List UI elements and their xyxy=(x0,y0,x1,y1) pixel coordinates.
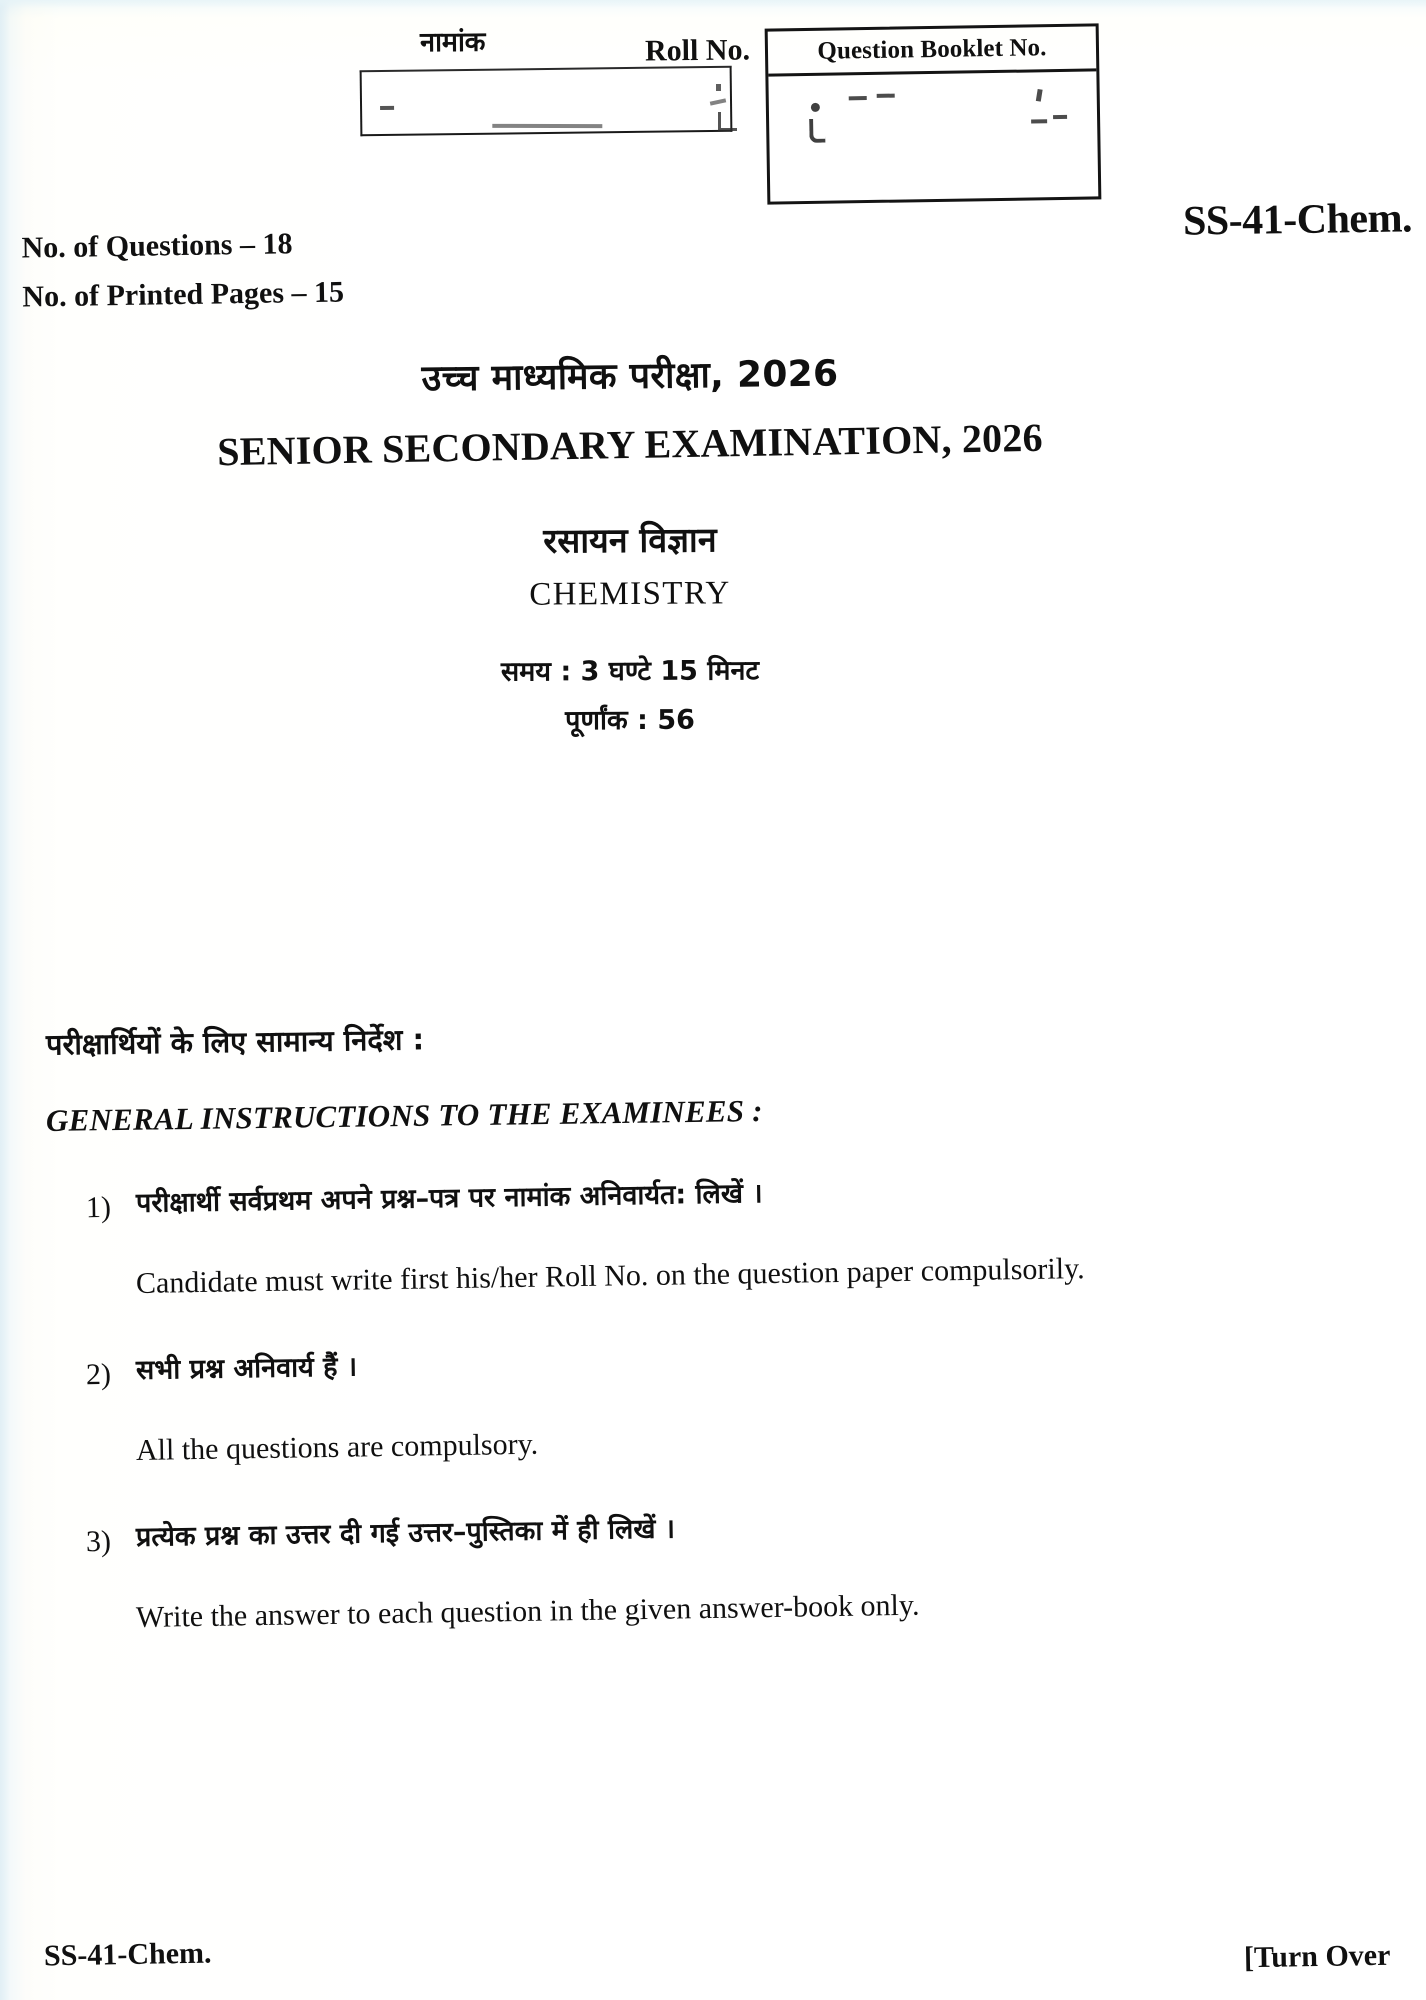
question-booklet-number-box[interactable] xyxy=(765,23,1102,204)
scan-artifact xyxy=(718,112,737,131)
scan-artifact xyxy=(849,96,867,100)
instruction-item xyxy=(0,1513,1426,1644)
instruction-item xyxy=(0,1352,1426,1477)
exam-title-block xyxy=(0,350,1260,737)
scan-smudge xyxy=(380,106,394,110)
instruction-text-hindi: परीक्षार्थी सर्वप्रथम अपने प्रश्न–पत्र पर नामांक अनिवार्यत: लिखें । xyxy=(135,1178,763,1219)
instructions-heading-english: GENERAL INSTRUCTIONS TO THE EXAMINEES : xyxy=(45,1092,763,1139)
scan-artifact xyxy=(809,119,825,143)
namank-label: नामांक xyxy=(419,26,486,59)
instruction-text-hindi: सभी प्रश्न अनिवार्य हैं । xyxy=(135,1351,358,1387)
roll-no-label: Roll No. xyxy=(644,33,751,68)
instruction-text-english: All the questions are compulsory. xyxy=(135,1427,539,1467)
exam-duration: समय : 3 घण्टे 15 मिनट xyxy=(500,655,760,688)
scan-smudge xyxy=(492,124,602,128)
maximum-marks: पूर्णांक : 56 xyxy=(565,704,695,737)
instruction-text-english: Write the answer to each question in the given answer-book only. xyxy=(135,1588,920,1635)
scan-artifact xyxy=(1031,119,1047,123)
subject-name-hindi: रसायन विज्ञान xyxy=(543,520,717,562)
instructions-list xyxy=(0,1178,1426,1687)
scan-edge-top xyxy=(0,0,1426,8)
instruction-number: 3) xyxy=(85,1525,112,1559)
no-of-questions: No. of Questions – 18 xyxy=(21,227,293,265)
instruction-number: 1) xyxy=(85,1190,112,1225)
instruction-text-hindi: प्रत्येक प्रश्न का उत्तर दी गई उत्तर–पुस्तिका में ही लिखें । xyxy=(135,1513,676,1554)
instructions-heading-hindi: परीक्षार्थियों के लिए सामान्य निर्देश : xyxy=(45,1022,425,1062)
footer-turn-over: [Turn Over xyxy=(1243,1938,1391,1975)
instruction-number: 2) xyxy=(85,1357,112,1392)
no-of-printed-pages: No. of Printed Pages – 15 xyxy=(22,275,345,314)
roll-number-box[interactable] xyxy=(360,66,733,137)
instruction-text-english: Candidate must write first his/her Roll No. on the question paper compulsorily. xyxy=(135,1251,1085,1300)
scan-artifact xyxy=(877,94,895,98)
scan-artifact xyxy=(811,103,820,112)
scan-artifact xyxy=(1036,89,1043,102)
subject-name-english: CHEMISTRY xyxy=(529,575,731,613)
paper-code: SS-41-Chem. xyxy=(1182,195,1413,245)
exam-title-hindi: उच्च माध्यमिक परीक्षा, 2026 xyxy=(421,353,839,400)
question-booklet-label: Question Booklet No. xyxy=(817,34,1047,65)
footer-paper-code: SS-41-Chem. xyxy=(43,1936,212,1973)
question-booklet-header xyxy=(768,26,1097,76)
exam-title-english: SENIOR SECONDARY EXAMINATION, 2026 xyxy=(216,414,1044,475)
paper-counts xyxy=(21,219,344,321)
scan-edge-left xyxy=(0,0,10,2000)
instruction-item xyxy=(0,1178,1426,1310)
scan-artifact xyxy=(1053,115,1067,119)
scan-artifact xyxy=(716,84,721,91)
